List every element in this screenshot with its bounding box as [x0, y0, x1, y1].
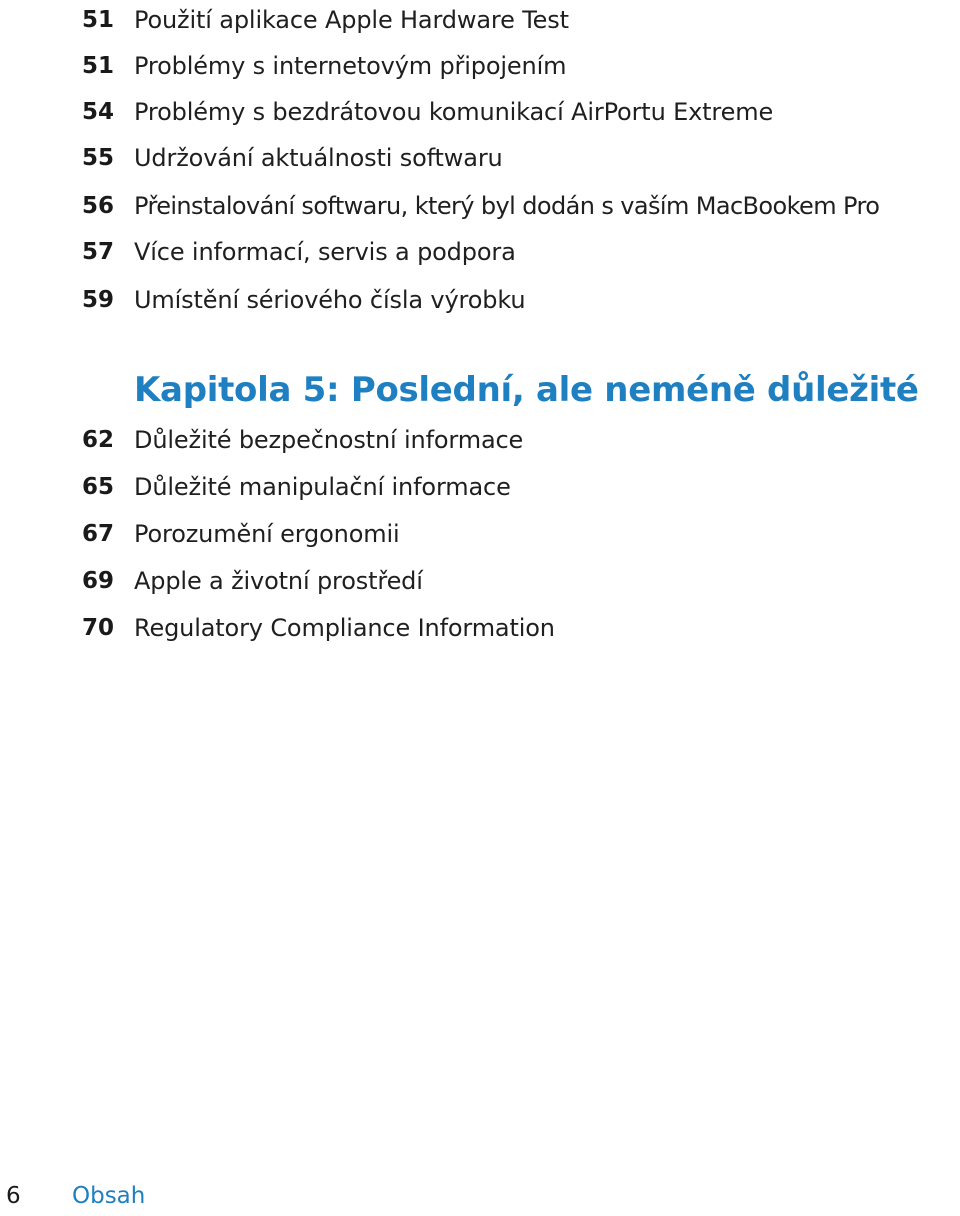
toc-entry[interactable]: [0, 467, 960, 507]
toc-page-number: 51: [81, 53, 114, 79]
footer-section-label[interactable]: Obsah: [72, 1183, 146, 1209]
toc-page-number: 62: [81, 427, 114, 453]
toc-page-number: 54: [81, 99, 114, 125]
toc-page-number: 56: [81, 193, 114, 219]
toc-entry-title: Použití aplikace Apple Hardware Test: [134, 6, 569, 34]
toc-page-number: 57: [81, 239, 114, 265]
toc-page-number: 67: [81, 521, 114, 547]
toc-entry[interactable]: [0, 232, 960, 272]
toc-entry[interactable]: [0, 608, 960, 648]
toc-page-number: 69: [81, 568, 114, 594]
toc-entry-title: Důležité manipulační informace: [134, 473, 511, 501]
toc-page-number: 65: [81, 474, 114, 500]
toc-entry[interactable]: [0, 280, 960, 320]
toc-entry[interactable]: [0, 514, 960, 554]
footer-page-number: 6: [6, 1183, 21, 1209]
toc-entry-title: Udržování aktuálnosti softwaru: [134, 144, 503, 172]
page-footer: [0, 1176, 960, 1216]
chapter-heading[interactable]: Kapitola 5: Poslední, ale neméně důležité: [134, 370, 919, 410]
toc-entry-title: Umístění sériového čísla výrobku: [134, 286, 526, 314]
toc-entry[interactable]: [0, 186, 960, 226]
toc-entry-title: Přeinstalování softwaru, který byl dodán s vaším MacBookem Pro: [134, 192, 880, 220]
toc-entry-title: Regulatory Compliance Information: [134, 614, 555, 642]
toc-entry-title: Porozumění ergonomii: [134, 520, 400, 548]
toc-entry[interactable]: [0, 138, 960, 178]
toc-entry[interactable]: [0, 561, 960, 601]
toc-page-number: 70: [81, 615, 114, 641]
toc-entry-title: Apple a životní prostředí: [134, 567, 423, 595]
toc-entry[interactable]: [0, 46, 960, 86]
toc-page-number: 51: [81, 7, 114, 33]
toc-page-number: 55: [81, 145, 114, 171]
toc-entry[interactable]: [0, 420, 960, 460]
toc-entry-title: Důležité bezpečnostní informace: [134, 426, 524, 454]
toc-entry[interactable]: [0, 0, 960, 40]
toc-entry[interactable]: [0, 92, 960, 132]
toc-entry-title: Problémy s internetovým připojením: [134, 52, 567, 80]
toc-page-number: 59: [81, 287, 114, 313]
toc-entry-title: Více informací, servis a podpora: [134, 238, 516, 266]
toc-entry-title: Problémy s bezdrátovou komunikací AirPortu Extreme: [134, 98, 774, 126]
